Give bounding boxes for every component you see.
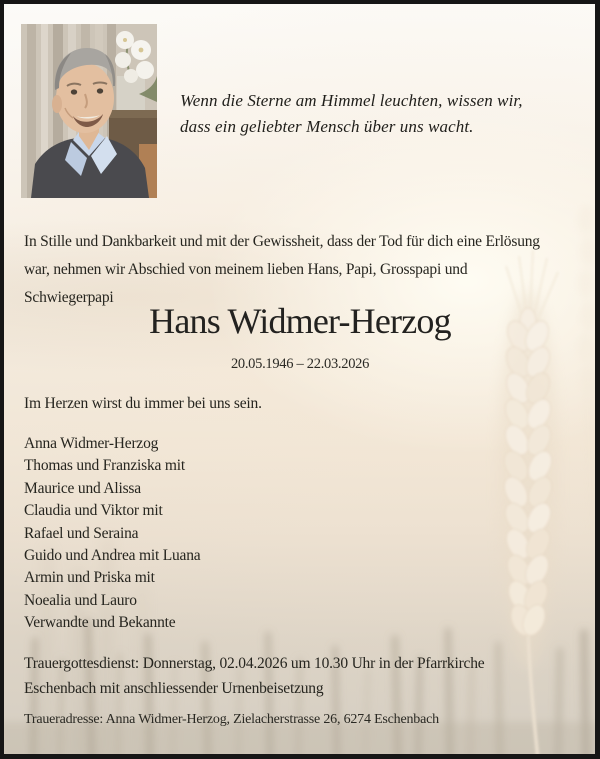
service-line-1: Trauergottesdienst: Donnerstag, 02.04.2026 um 10.30 Uhr in der Pfarrkirche xyxy=(24,655,485,672)
service-info xyxy=(24,651,484,701)
memorial-quote-line-1: Wenn die Sterne am Himmel leuchten, wissen wir, xyxy=(180,91,523,110)
memorial-quote-line-2: dass ein geliebter Mensch über uns wacht. xyxy=(180,117,474,136)
mourner-line: Guido und Andrea mit Luana xyxy=(24,547,201,565)
mourner-line: Anna Widmer-Herzog xyxy=(24,435,159,452)
mourner-line: Rafael und Seraina xyxy=(24,524,139,542)
life-dates: 20.05.1946 – 22.03.2026 xyxy=(230,356,370,372)
mourner-line: Maurice und Alissa xyxy=(24,479,141,497)
memorial-quote xyxy=(180,88,523,140)
mourner-line: Claudia und Viktor mit xyxy=(24,502,163,520)
mourner-line: Armin und Priska mit xyxy=(24,569,155,587)
mourning-address: Traueradresse: Anna Widmer-Herzog, Zielacherstrasse 26, 6274 Eschenbach xyxy=(24,712,439,727)
service-line-2: Eschenbach mit anschliessender Urnenbeisetzung xyxy=(24,680,324,697)
memorial-sentence: Im Herzen wirst du immer bei uns sein. xyxy=(24,395,262,412)
intro-line-1: In Stille und Dankbarkeit und mit der Gewissheit, dass der Tod für dich eine Erlösung xyxy=(24,233,540,250)
portrait-photo xyxy=(21,24,157,198)
mourners-list xyxy=(24,433,200,635)
deceased-name: Hans Widmer-Herzog xyxy=(149,301,451,341)
mourner-line: Noealia und Lauro xyxy=(24,591,137,609)
intro-line-3: Schwiegerpapi xyxy=(24,289,114,306)
intro-line-2: war, nehmen wir Abschied von meinem lieben Hans, Papi, Grosspapi und xyxy=(24,261,468,278)
mourner-line: Thomas und Franziska mit xyxy=(24,457,185,475)
mourner-line: Verwandte und Bekannte xyxy=(24,614,176,632)
